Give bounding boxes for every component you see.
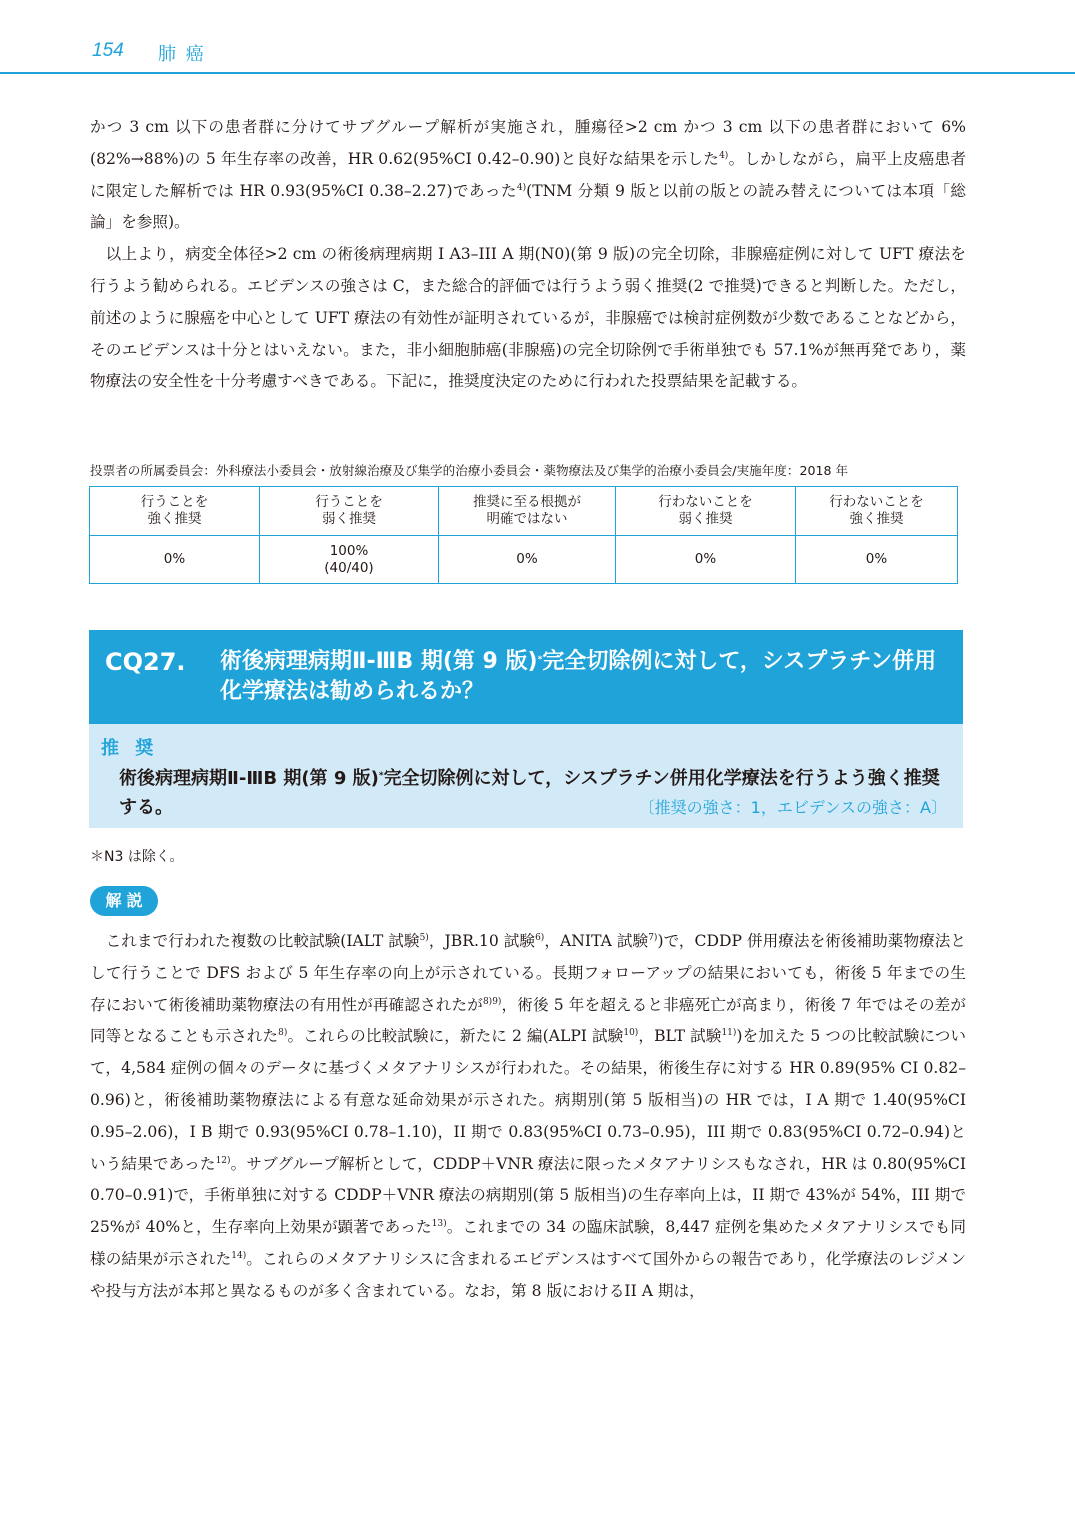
- recommendation-text: 術後病理病期Ⅱ-ⅢB 期(第 9 版)*完全切除例に対して，シスプラチン併用化学療法を行うよう強く推奨する。: [119, 768, 940, 818]
- vote-header-cell: 行わないことを 弱く推奨: [616, 487, 796, 536]
- commentary-text: [90, 926, 966, 1308]
- reference-superscript: 10): [623, 1028, 639, 1039]
- reference-superscript: 8)9): [482, 996, 502, 1007]
- recommendation-box: [89, 724, 963, 828]
- vote-caption: 投票者の所属委員会：外科療法小委員会・放射線治療及び集学的治療小委員会・薬物療法及び集学的治療小委員会/実施年度：2018 年: [90, 463, 849, 478]
- page-number: 154: [92, 40, 124, 61]
- vote-value-cell: 100% (40/40): [260, 536, 439, 584]
- header-rule: [0, 72, 1075, 74]
- reference-superscript: *: [537, 655, 543, 665]
- footnote: ＊N3 は除く。: [90, 849, 184, 865]
- vote-value-cell: 0%: [439, 536, 616, 584]
- recommendation-label: 推 奨: [101, 738, 159, 759]
- reference-superscript: 14): [231, 1250, 247, 1261]
- cq-number: CQ27.: [105, 648, 186, 676]
- paragraph: 以上より，病変全体径>2 cm の術後病理病期 I A3–III A 期(N0)(第 9 版)の完全切除，非腺癌症例に対して UFT 療法を行うよう勧められる。エビデンスの強さは C，また総合的評価では行うよう弱く推奨(2 で推奨)できると判断した。ただし，前述のように腺癌を中心として UFT 療法の有効性が証明されているが，非腺癌では検討症例数が少数であることなどから，そのエビデンスは十分とはいえない。また，非小細胞肺癌(非腺癌)の完全切除例で手術単独でも 57.1%が無再発であり，薬物療法の安全性を十分考慮すべきである。下記に，推奨度決定のために行われた投票結果を記載する。: [90, 245, 966, 391]
- vote-header-cell: 行わないことを 強く推奨: [796, 487, 958, 536]
- vote-header-cell: 推奨に至る根拠が 明確ではない: [439, 487, 616, 536]
- running-title: 肺 癌: [158, 44, 206, 65]
- vote-value-cell: 0%: [90, 536, 260, 584]
- paragraph: かつ 3 cm 以下の患者群に分けてサブグループ解析が実施され，腫瘍径>2 cm かつ 3 cm 以下の患者群において 6%(82%→88%)の 5 年生存率の改善，HR 0.62(95%CI 0.42–0.90)と良好な結果を示した$^{4)}$。しかしながら，扁平上皮癌患者に限定した解析では HR 0.93(95%CI 0.38–2.27)であった$^{4)}$(TNM 分類 9 版と以前の版との読み替えについては本項「総論」を参照)。: [90, 118, 967, 232]
- reference-superscript: 8): [278, 1028, 288, 1039]
- vote-header-cell: 行うことを 強く推奨: [90, 487, 260, 536]
- reference-superscript: 13): [431, 1219, 447, 1230]
- vote-header-cell: 行うことを 弱く推奨: [260, 487, 439, 536]
- clinical-question-box: [89, 630, 963, 724]
- vote-table: [89, 486, 958, 584]
- vote-value-cell: 0%: [616, 536, 796, 584]
- vote-value-cell: 0%: [796, 536, 958, 584]
- reference-superscript: 12): [215, 1155, 231, 1166]
- reference-superscript: 4): [516, 182, 527, 193]
- body-text-top: [90, 112, 966, 398]
- cq-title: 術後病理病期Ⅱ-ⅢB 期(第 9 版)*完全切除例に対して，シスプラチン併用化学療法は勧められるか？: [220, 649, 937, 704]
- reference-superscript: 7): [648, 933, 658, 943]
- recommendation-strength: 〔推奨の強さ：1，エビデンスの強さ：A〕: [638, 798, 947, 817]
- reference-superscript: 11): [721, 1028, 737, 1039]
- reference-superscript: 6): [535, 933, 545, 943]
- reference-superscript: 5): [419, 933, 429, 943]
- reference-superscript: 4): [719, 150, 729, 161]
- vote-header-row: [90, 487, 958, 536]
- page-header: [0, 0, 1075, 74]
- vote-value-row: [90, 536, 958, 584]
- reference-superscript: *: [378, 771, 384, 781]
- paragraph: これまで行われた複数の比較試験(IALT 試験$^{5)}$，JBR.10 試験$^{6)}$，ANITA 試験$^{7)}$)で，CDDP 併用療法を術後補助薬物療法として行うことで DFS および 5 年生存率の向上が示されている。長期フォローアップの結果においても，術後 5 年までの生存において術後補助薬物療法の有用性が再確認されたが$^{8)9)}$，術後 5 年を超えると非癌死亡が高まり，術後 7 年ではその差が同等となることも示された$^{8)}$。これらの比較試験に，新たに 2 編(ALPI 試験$^{10)}$，BLT 試験$^{11)}$)を加えた 5 つの比較試験について，4,584 症例の個々のデータに基づくメタアナリシスが行われた。その結果，術後生存に対する HR 0.89(95% CI 0.82–0.96)と，術後補助薬物療法による有意な延命効果が示された。病期別(第 5 版相当)の HR では，I A 期で 1.40(95%CI 0.95–2.06)，I B 期で 0.93(95%CI 0.78–1.10)，II 期で 0.83(95%CI 0.73–0.95)，III 期で 0.83(95%CI 0.72–0.94)という結果であった$^{12)}$。サブグループ解析として，CDDP＋VNR 療法に限ったメタアナリシスもなされ，HR は 0.80(95%CI 0.70–0.91)で，手術単独に対する CDDP＋VNR 療法の病期別(第 5 版相当)の生存率向上は，II 期で 43%が 54%，III 期で 25%が 40%と，生存率向上効果が顕著であった$^{13)}$。これまでの 34 の臨床試験，8,447 症例を集めたメタアナリシスでも同様の結果が示された$^{14)}$。これらのメタアナリシスに含まれるエビデンスはすべて国外からの報告であり，化学療法のレジメンや投与方法が本邦と異なるものが多く含まれている。なお，第 8 版におけるII A 期は，: [90, 932, 966, 1300]
- commentary-label: 解説: [90, 886, 158, 916]
